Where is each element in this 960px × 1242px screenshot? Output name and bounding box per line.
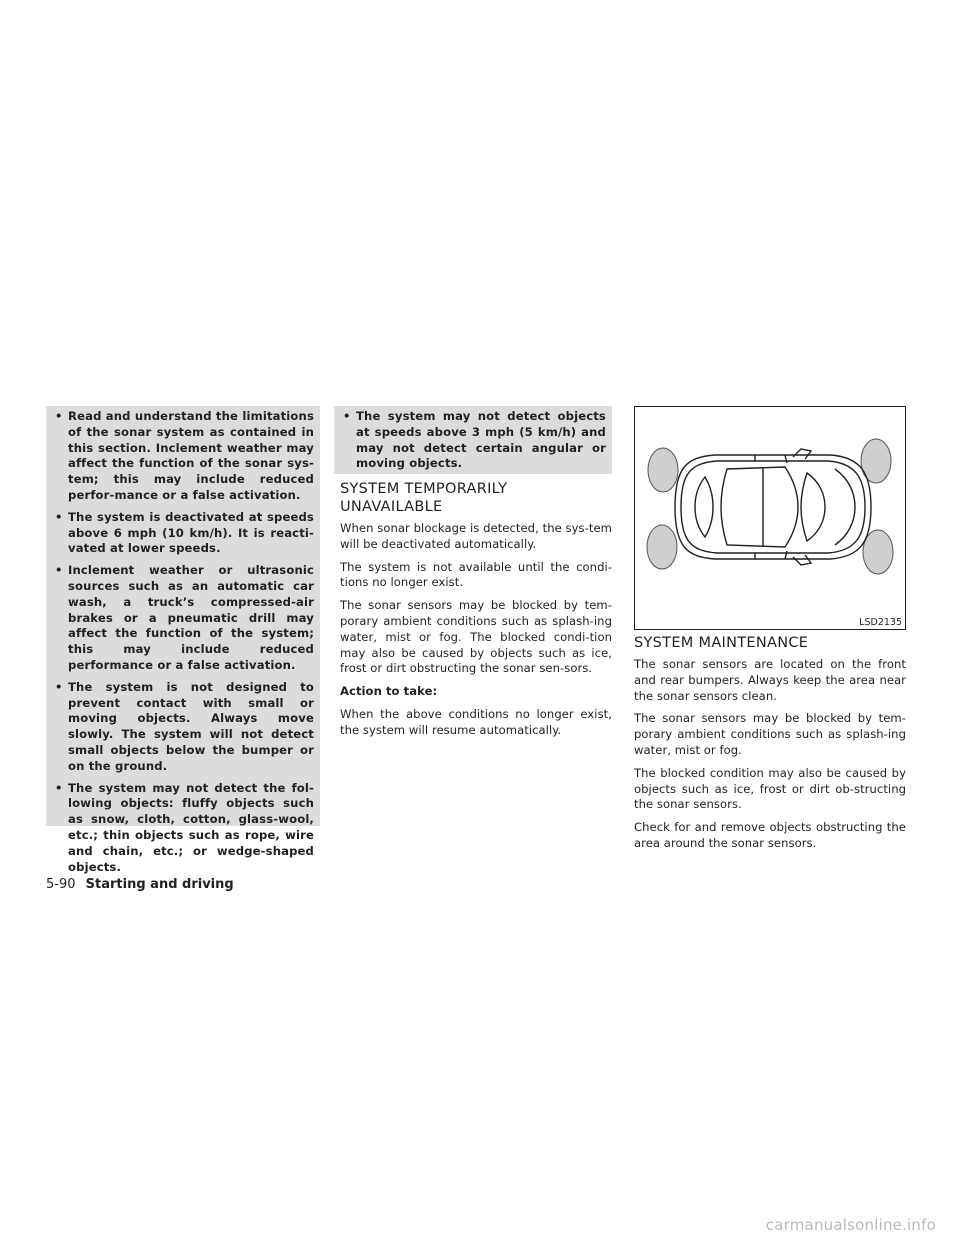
caution-item: • The system is deactivated at speeds above 6 mph (10 km/h). It is reacti-vated at lower speeds. bbox=[54, 510, 314, 557]
watermark: carmanualsonline.info bbox=[765, 1216, 936, 1234]
page-footer bbox=[46, 877, 234, 893]
heading-line: UNAVAILABLE bbox=[340, 499, 443, 515]
caution-item: • The system may not detect objects at speeds above 3 mph (5 km/h) and may not detect certain angular or moving objects. bbox=[342, 409, 606, 472]
paragraph: When the above conditions no longer exist, the system will resume automatically. bbox=[340, 706, 612, 737]
heading-line: SYSTEM TEMPORARILY bbox=[340, 481, 508, 497]
paragraph: The blocked condition may also be caused by objects such as ice, frost or dirt ob-structing the sonar sensors. bbox=[634, 765, 906, 812]
paragraph: When sonar blockage is detected, the sys-tem will be deactivated automatically. bbox=[340, 521, 612, 551]
caution-list-middle bbox=[342, 409, 606, 472]
car-outline bbox=[675, 449, 871, 565]
sonar-zone-rear-left bbox=[647, 525, 677, 569]
paragraph: The system is not available until the condi-tions no longer exist. bbox=[340, 559, 612, 590]
paragraph: The sonar sensors are located on the front and rear bumpers. Always keep the area near the sonar sensors clean. bbox=[634, 657, 906, 703]
section-heading bbox=[340, 480, 612, 516]
car-top-view-with-sonar-zones-icon bbox=[635, 407, 905, 629]
section-name: Starting and driving bbox=[85, 877, 234, 892]
action-subheading: Action to take: bbox=[340, 684, 438, 699]
sonar-zone-front-left bbox=[648, 448, 678, 492]
system-temporarily-unavailable-section bbox=[340, 480, 612, 746]
caution-item: • The system may not detect the fol-lowing objects: fluffy objects such as snow, cloth, cotton, glass-wool, etc.; thin objects such as rope, wire and chain, etc.; or wedge-shaped objects. bbox=[54, 781, 314, 876]
caution-item: • The system is not designed to prevent contact with small or moving objects. Always move slowly. The system will not detect small objects below the bumper or on the ground. bbox=[54, 680, 314, 775]
system-maintenance-section bbox=[634, 634, 906, 859]
section-heading: SYSTEM MAINTENANCE bbox=[634, 635, 809, 651]
sonar-zone-rear-right bbox=[863, 530, 893, 574]
paragraph: The sonar sensors may be blocked by tem-porary ambient conditions such as splash-ing water, mist or fog. bbox=[634, 711, 906, 757]
page-number: 5-90 bbox=[46, 877, 76, 892]
sonar-sensor-figure bbox=[634, 406, 906, 630]
caution-list-left bbox=[54, 409, 314, 875]
caution-item: • Read and understand the limitations of the sonar system as contained in this section. Inclement weather may affect the function of the sonar sys-tem; this may include reduced perfor-mance or a false activation. bbox=[54, 409, 314, 504]
caution-item: • Inclement weather or ultrasonic sources such as an automatic car wash, a truck’s compressed-air brakes or a pneumatic drill may affect the function of the system; this may include reduced performance or a false activation. bbox=[54, 563, 314, 674]
caution-box-left bbox=[46, 406, 320, 874]
paragraph: The sonar sensors may be blocked by tem-porary ambient conditions such as splash-ing water, mist or fog. The blocked condi-tion may also be caused by objects such as ice, frost or dirt obstructing the sonar sen-sors. bbox=[340, 598, 612, 676]
figure-code: LSD2135 bbox=[859, 617, 902, 628]
caution-box-middle bbox=[334, 406, 612, 474]
paragraph: Check for and remove objects obstructing the area around the sonar sensors. bbox=[634, 820, 906, 850]
